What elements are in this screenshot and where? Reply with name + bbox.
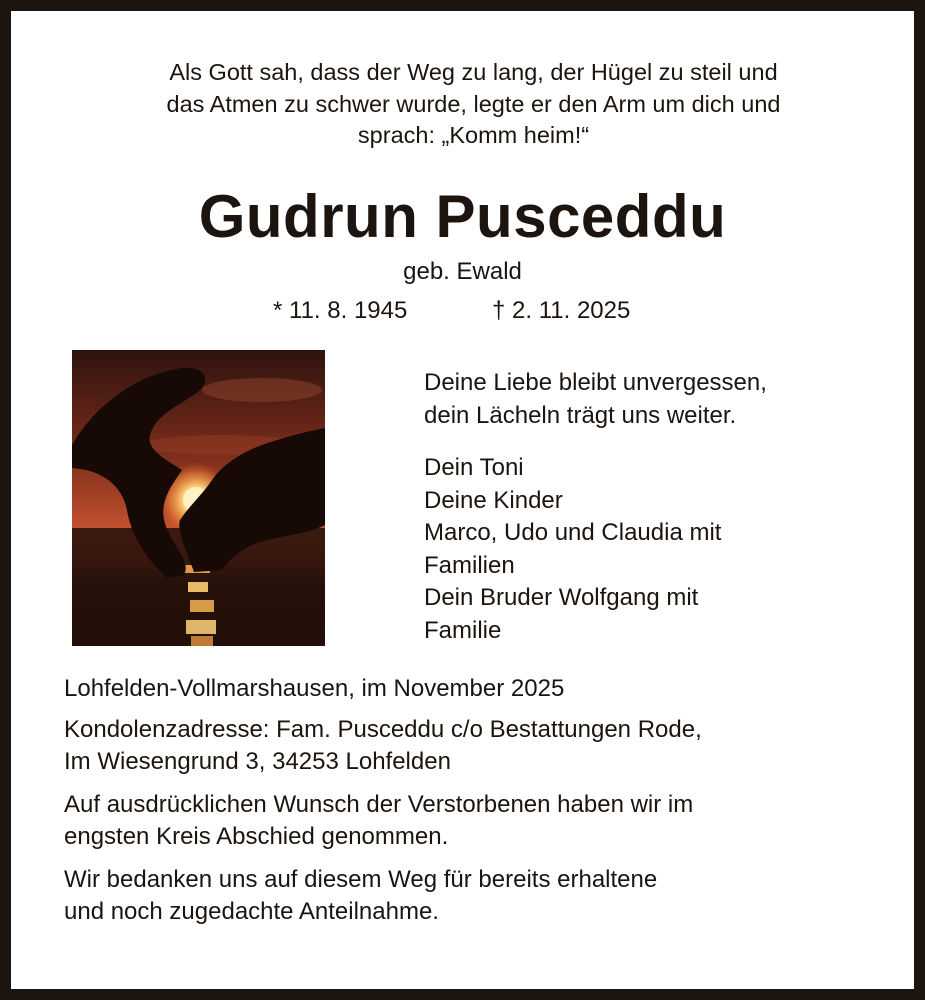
condolence-address-line: Kondolenzadresse: Fam. Pusceddu c/o Bestattungen Rode,	[64, 715, 702, 743]
funeral-note-line: engsten Kreis Abschied genommen.	[64, 823, 449, 850]
maiden-name: geb. Ewald	[403, 258, 522, 285]
poem-line: das Atmen zu schwer wurde, legte er den Arm um dich und	[166, 90, 781, 117]
poem-line: Als Gott sah, dass der Weg zu lang, der Hügel zu steil und	[169, 59, 778, 85]
thanks-line: und noch zugedachte Anteilnahme.	[64, 898, 439, 925]
notice-footer	[64, 673, 702, 929]
place-date: Lohfelden-Vollmarshausen, im November 2025	[64, 675, 565, 702]
mourner-line: Dein Toni	[424, 454, 524, 481]
poem	[71, 57, 876, 152]
tribute-block	[424, 367, 767, 647]
poem-line: sprach: „Komm heim!“	[357, 122, 590, 148]
mourner-line: Marco, Udo und Claudia mit	[424, 519, 722, 546]
mourner-line: Deine Kinder	[424, 486, 563, 514]
tribute-line: dein Lächeln trägt uns weiter.	[424, 401, 737, 429]
thanks-line: Wir bedanken uns auf diesem Weg für bereits erhaltene	[64, 865, 658, 893]
mourner-line: Familien	[424, 551, 515, 579]
funeral-note-line: Auf ausdrücklichen Wunsch der Verstorbenen haben wir im	[64, 790, 694, 818]
mourner-line: Familie	[424, 616, 502, 644]
deceased-name: Gudrun Pusceddu	[198, 183, 727, 250]
heart-hands-sunset-photo	[72, 350, 325, 646]
tribute-line: Deine Liebe bleibt unvergessen,	[424, 369, 767, 396]
death-date: † 2. 11. 2025	[492, 297, 631, 324]
mourner-line: Dein Bruder Wolfgang mit	[424, 584, 699, 611]
birth-date: * 11. 8. 1945	[273, 297, 408, 324]
condolence-address-line: Im Wiesengrund 3, 34253 Lohfelden	[64, 748, 451, 775]
